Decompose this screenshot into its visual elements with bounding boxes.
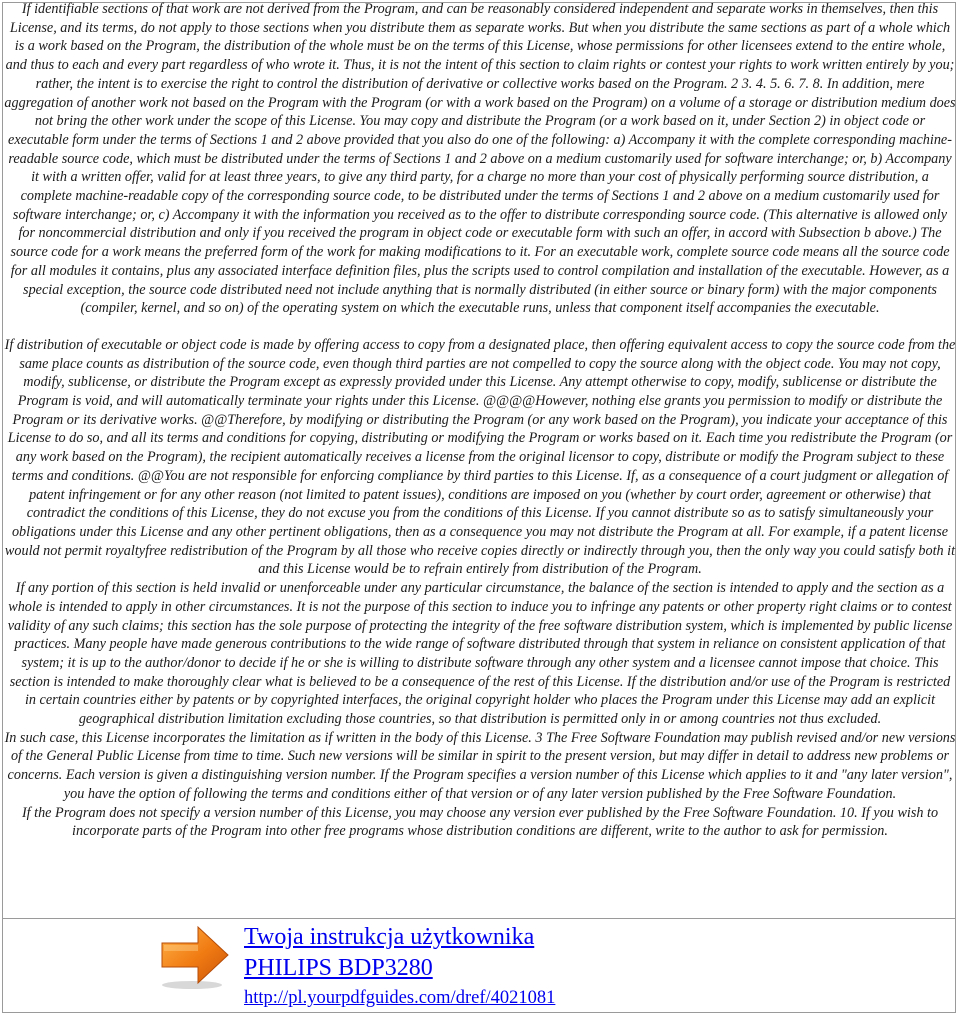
product-model-link[interactable]: PHILIPS BDP3280: [244, 955, 433, 981]
orange-arrow-icon: [158, 921, 232, 991]
paragraph-gap: [4, 318, 956, 336]
paragraph-3: If any portion of this section is held invalid or unenforceable under any particular circumstance, the balance of the section is intended to apply and the section as a whole is intended to apply in other circumstances. It is not the purpose of this section to induce you to infringe any patents or other property right claims or to contest validity of any such claims; this section has the sole purpose of protecting the integrity of the free software distribution system, which is implemented by public license practices. Many people have made generous contributions to the wide range of software distributed through that system in reliance on consistent application of that system; it is up to the author/donor to decide if he or she is willing to distribute software through any other system and a licensee cannot impose that choice. This section is intended to make thoroughly clear what is believed to be a consequence of the rest of this License. If the distribution and/or use of the Program is restricted in certain countries either by patents or by copyrighted interfaces, the original copyright holder who places the Program under this License may add an explicit geographical distribution limitation excluding those countries, so that distribution is permitted only in or among countries not thus excluded.: [7, 580, 953, 728]
manual-title-link[interactable]: Twoja instrukcja użytkownika: [244, 924, 535, 950]
manual-url-link[interactable]: http://pl.yourpdfguides.com/dref/4021081: [244, 988, 556, 1008]
footer-links: [244, 922, 555, 1010]
paragraph-5: If the Program does not specify a version number of this License, you may choose any version ever published by the Free Software Foundation. 10. If you wish to incorporate parts of the Program into other free programs whose distribution conditions are different, write to the author to ask for permission.: [21, 804, 939, 840]
paragraph-1: If identifiable sections of that work are not derived from the Program, and can be reasonably considered independent and separate works in themselves, then this License, and its terms, do not apply to those sections when you distribute them as separate works. But when you distribute the same sections as part of a whole which is a work based on the Program, the distribution of the whole must be on the terms of this License, whose permissions for other licensees extend to the entire whole, and thus to each and every part regardless of who wrote it. Thus, it is not the intent of this section to claim rights or contest your rights to work written entirely by you; rather, the intent is to exercise the right to control the distribution of derivative or collective works based on the Program. 2 3. 4. 5. 6. 7. 8. In addition, mere aggregation of another work not based on the Program with the Program (or with a work based on the Program) on a volume of a storage or distribution medium does not bring the other work under the scope of this License. You may copy and distribute the Program (or a work based on it, under Section 2) in object code or executable form under the terms of Sections 1 and 2 above provided that you also do one of the following: a) Accompany it with the complete corresponding machine-readable source code, which must be distributed under the terms of Sections 1 and 2 above on a medium customarily used for software interchange; or, b) Accompany it with a written offer, valid for at least three years, to give any third party, for a charge no more than your cost of physically performing source distribution, a complete machine-readable copy of the corresponding source code, to be distributed under the terms of Sections 1 and 2 above on a medium customarily used for software interchange; or, c) Accompany it with the information you received as to the offer to distribute corresponding source code. (This alternative is allowed only for noncommercial distribution and only if you received the program in object code or executable form with such an offer, in accord with Subsection b above.) The source code for a work means the preferred form of the work for making modifications to it. For an executable work, complete source code means all the source code for all modules it contains, plus any associated interface definition files, plus the scripts used to control compilation and installation of the executable. However, as a special exception, the source code distributed need not include anything that is normally distributed (in either source or binary form) with the major components (compiler, kernel, and so on) of the operating system on which the executable runs, unless that component itself accompanies the executable.: [4, 1, 956, 317]
paragraph-4: In such case, this License incorporates the limitation as if written in the body of this License. 3 The Free Software Foundation may publish revised and/or new versions of the General Public License from time to time. Such new versions will be similar in spirit to the present version, but may differ in detail to address new problems or concerns. Each version is given a distinguishing version number. If the Program specifies a version number of this License which applies to it and "any later version", you have the option of following the terms and conditions either of that version or of any later version published by the Free Software Foundation.: [4, 729, 956, 802]
paragraph-2: If distribution of executable or object code is made by offering access to copy from a designated place, then offering equivalent access to copy the source code from the same place counts as distribution of the source code, even though third parties are not compelled to copy the source along with the object code. You may not copy, modify, sublicense, or distribute the Program except as expressly provided under this License. Any attempt otherwise to copy, modify, sublicense or distribute the Program is void, and will automatically terminate your rights under this License. @@@@However, nothing else grants you permission to modify or distribute the Program or its derivative works. @@Therefore, by modifying or distributing the Program (or any work based on the Program), you indicate your acceptance of this License to do so, and all its terms and conditions for copying, distributing or modifying the Program or works based on it. Each time you redistribute the Program (or any work based on the Program), the recipient automatically receives a license from the original licensor to copy, distribute or modify the Program subject to these terms and conditions. @@You are not responsible for enforcing compliance by third parties to this License. If, as a consequence of a court judgment or allegation of patent infringement or for any other reason (not limited to patent issues), conditions are imposed on you (whether by court order, agreement or otherwise) that contradict the conditions of this License, they do not excuse you from the conditions of this License. If you cannot distribute so as to satisfy simultaneously your obligations under this License and any other pertinent obligations, then as a consequence you may not distribute the Program at all. For example, if a patent license would not permit royaltyfree redistribution of the Program by all those who receive copies directly or indirectly through you, then the only way you could satisfy both it and this License would be to refrain entirely from distribution of the Program.: [4, 336, 956, 578]
footer-divider: [3, 918, 956, 919]
license-text: [4, 0, 956, 841]
